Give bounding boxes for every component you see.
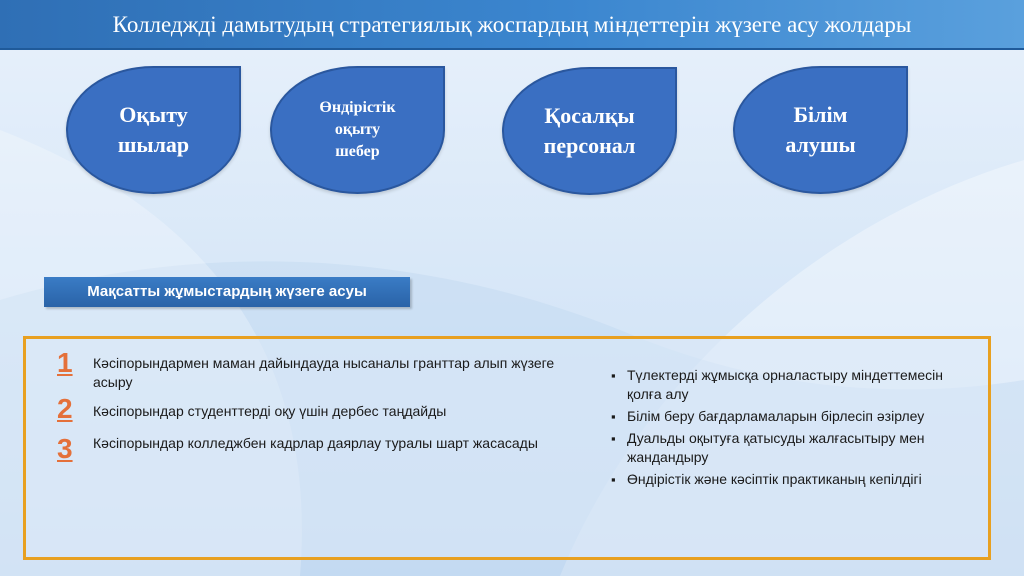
numbered-text-2: Кәсіпорындар студенттерді оқу үшін дербес таңдайды: [93, 403, 447, 419]
leaf-teachers-label: Оқыту шылар: [117, 102, 190, 157]
leaf-students-label: Білім алушы: [785, 102, 856, 157]
numbered-text-1: Кәсіпорындармен маман дайындауда нысаналы гранттар алып жүзеге асыру: [93, 355, 555, 390]
leaf-industrial-master-label: Өндірістік оқыту шебер: [319, 99, 396, 160]
number-2: 2: [57, 393, 73, 424]
bullet-list: [611, 366, 981, 492]
leaf-support-staff: [502, 67, 677, 195]
page-title: Колледжді дамытудың стратегиялық жоспардың міндеттерін жүзеге асу жолдары: [112, 12, 912, 37]
leaf-industrial-master: [270, 66, 445, 194]
goal-label: Мақсатты жұмыстардың жүзеге асуы: [44, 277, 410, 307]
number-3: 3: [57, 433, 73, 464]
bullet-item: ▪ Түлектерді жұмысқа орналастыру міндеттемесін қолға алу: [611, 366, 981, 404]
leaf-support-staff-label: Қосалқы персонал: [543, 103, 636, 158]
bullet-item: ▪ Білім беру бағдарламаларын бірлесіп әзірлеу: [611, 407, 981, 426]
number-1: 1: [57, 347, 73, 378]
bullet-item: ▪ Дуальды оқытуға қатысуды жалғасытыру мен жандандыру: [611, 429, 981, 467]
leaf-teachers: [66, 66, 241, 194]
numbered-text-3: Кәсіпорындар колледжбен кадрлар даярлау туралы шарт жасасады: [93, 435, 538, 451]
bullet-item: ▪ Өндірістік және кәсіптік практиканың кепілдігі: [611, 470, 981, 489]
leaf-students: [733, 66, 908, 194]
